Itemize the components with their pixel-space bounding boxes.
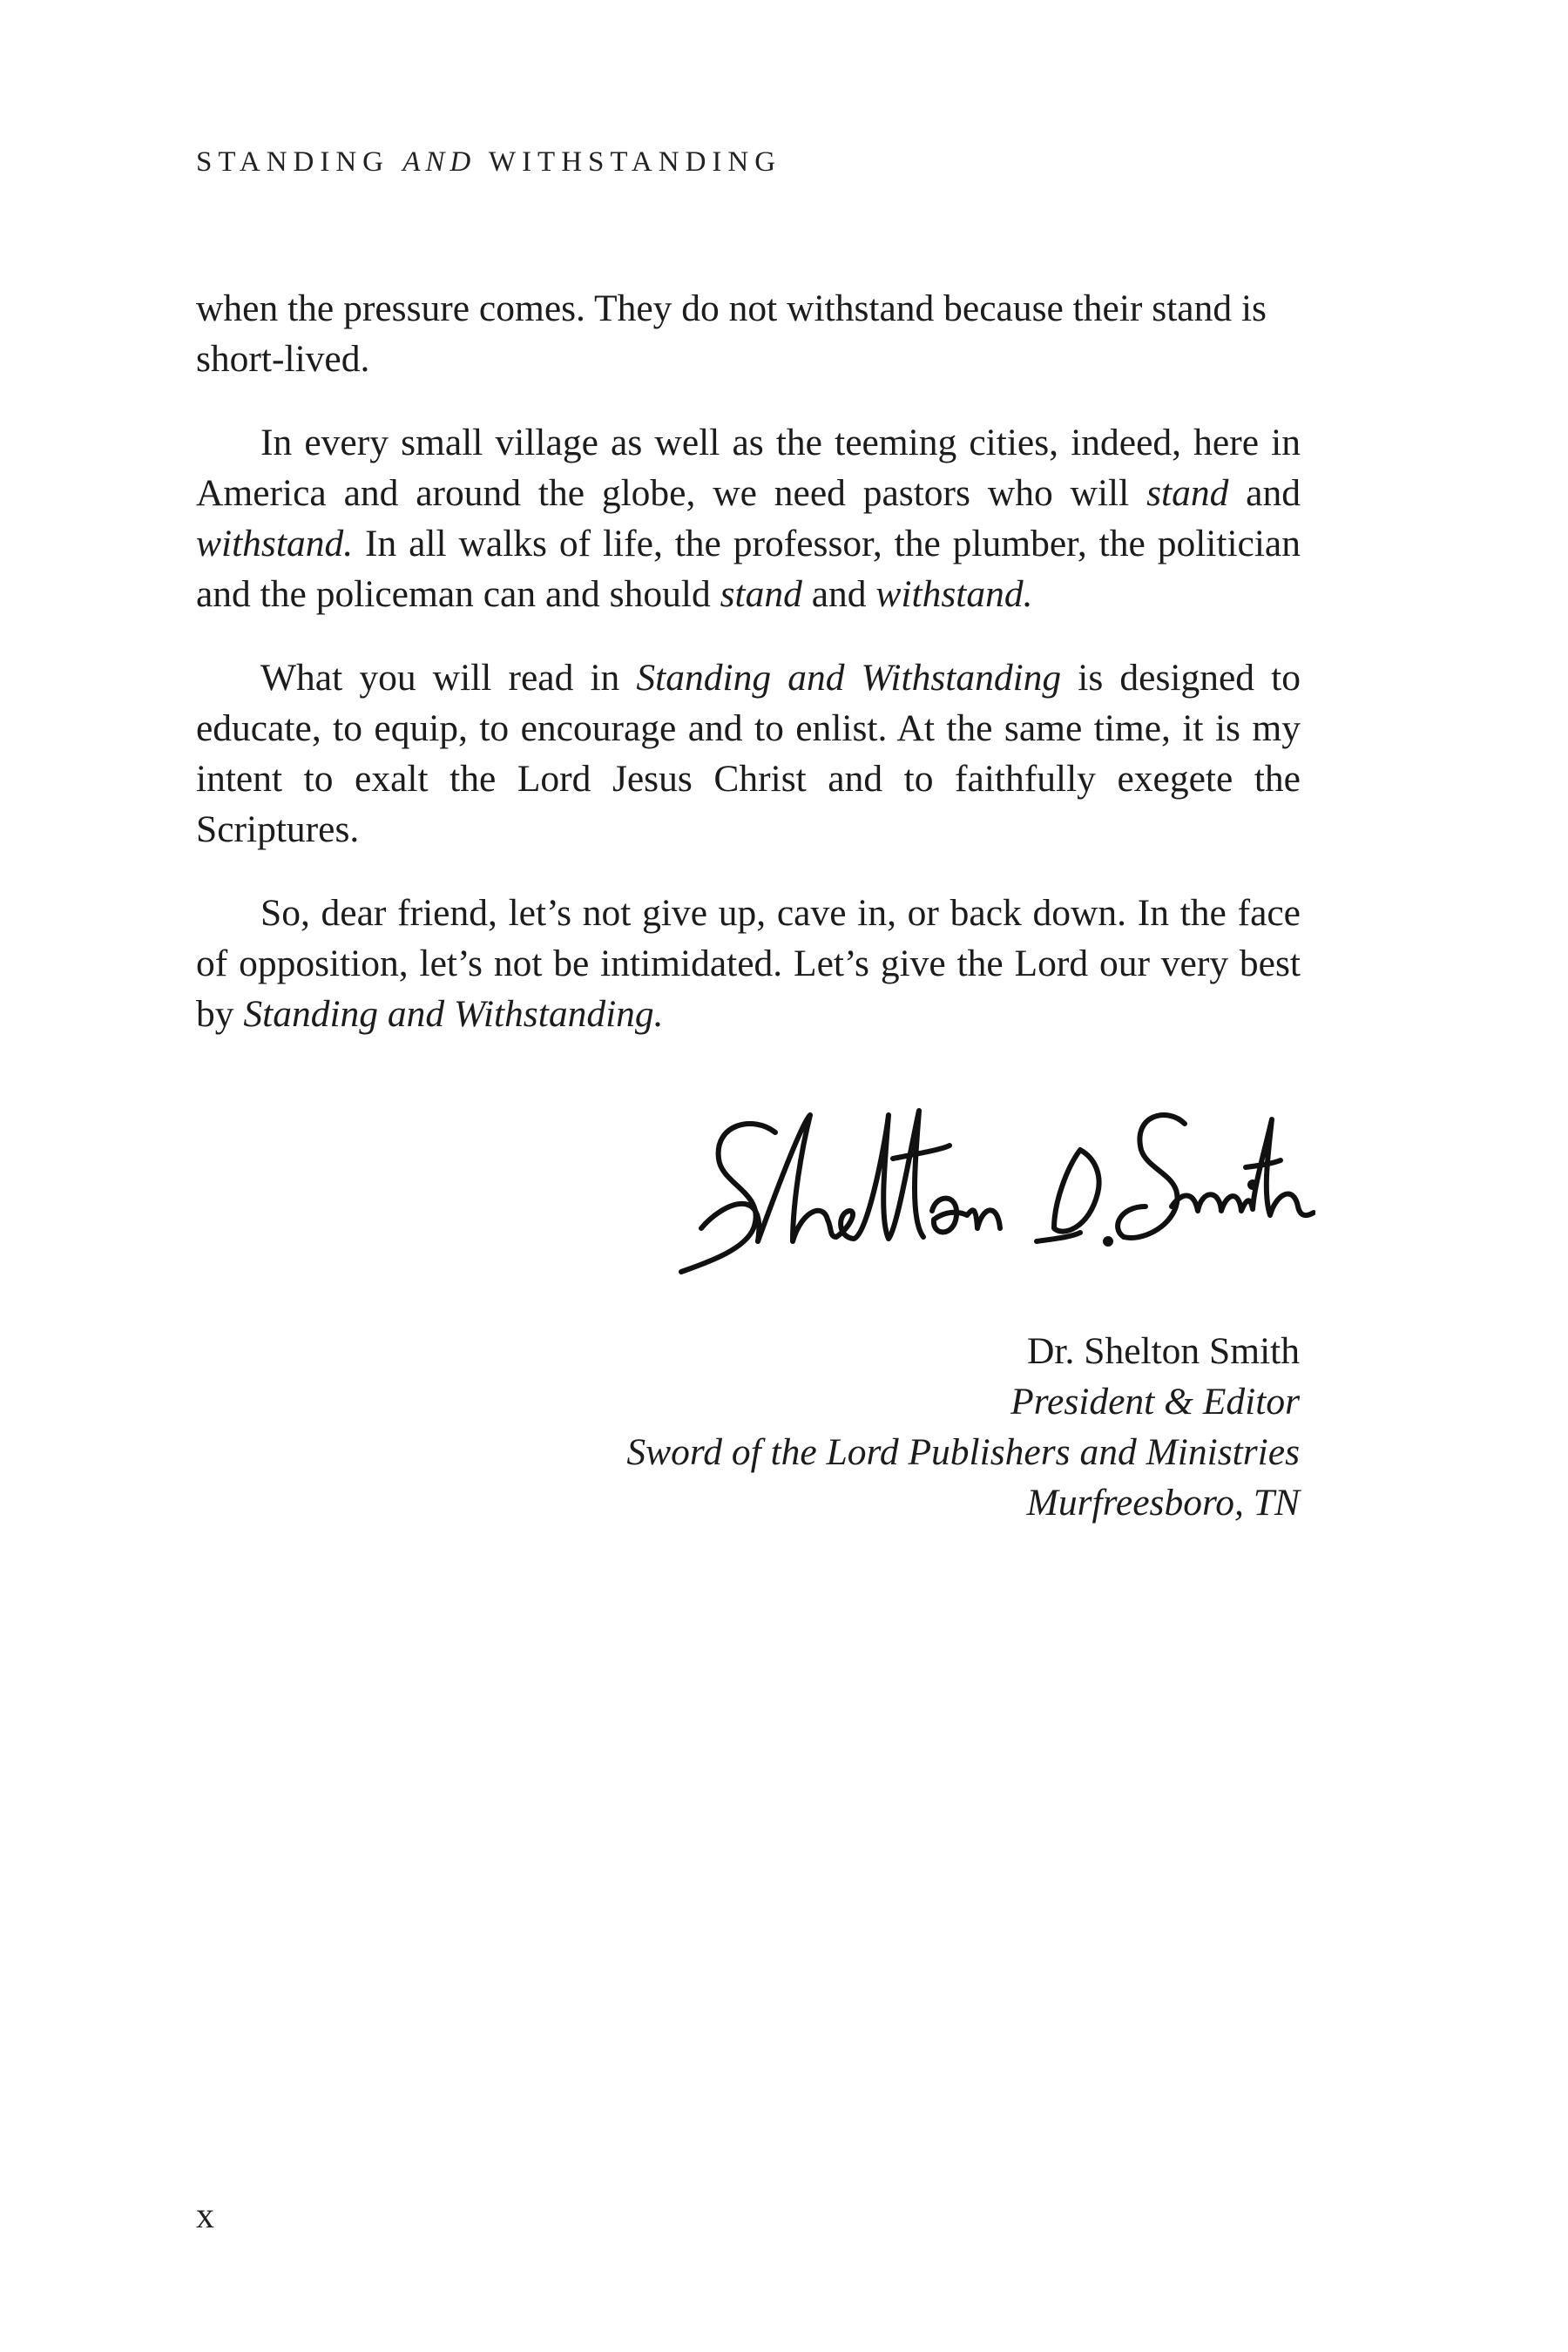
p2-em-withstand-1: withstand.: [196, 523, 354, 564]
p2-text-c: In all walks of life, the professor, the plumber, the politician and the policeman can and should: [196, 523, 1301, 615]
author-location: Murfreesboro, TN: [1026, 1482, 1300, 1524]
p2-em-withstand-2: withstand.: [875, 573, 1033, 615]
body-text: [196, 283, 1301, 1072]
p2-text-a: In every small village as well as the teeming cities, indeed, here in America and around the globe, we need pastors who will: [196, 422, 1301, 514]
paragraph-2: [196, 417, 1301, 619]
page-number: x: [196, 2196, 214, 2236]
closing-block: [626, 1326, 1300, 1528]
author-title: President & Editor: [1010, 1381, 1300, 1423]
p2-em-stand-2: stand: [720, 573, 802, 615]
p4-book-title: Standing and Withstanding.: [243, 993, 664, 1035]
handwritten-signature: [671, 1098, 1315, 1298]
p3-text-b: is designed to educate, to equip, to encourage and to enlist. At the same time, it is my intent to exalt the Lord Jesus Christ and to faithfully exegete the Scriptures.: [196, 657, 1301, 850]
p2-text-b: and: [1228, 472, 1301, 514]
paragraph-1: when the pressure comes. They do not withstand because their stand is short-lived.: [196, 287, 1267, 380]
running-head-part1: STANDING: [196, 146, 390, 178]
author-name: Dr. Shelton Smith: [1027, 1330, 1300, 1372]
signature-drawing: [671, 1098, 1315, 1298]
running-head-part2: AND: [402, 146, 476, 178]
paragraph-3: [196, 652, 1301, 855]
author-organization: Sword of the Lord Publishers and Ministries: [626, 1431, 1300, 1473]
p3-text-a: What you will read in: [260, 657, 637, 699]
p3-book-title: Standing and Withstanding: [636, 657, 1062, 699]
paragraph-4: [196, 888, 1301, 1039]
running-head-part3: WITHSTANDING: [488, 146, 782, 178]
p2-text-d: and: [801, 573, 876, 615]
p4-text-a: So, dear friend, let’s not give up, cave in, or back down. In the face of opposition, let’s not be intimidated. Let’s give the Lord our very best by: [196, 892, 1301, 1035]
running-head: [196, 146, 781, 179]
p2-em-stand-1: stand: [1146, 472, 1229, 514]
